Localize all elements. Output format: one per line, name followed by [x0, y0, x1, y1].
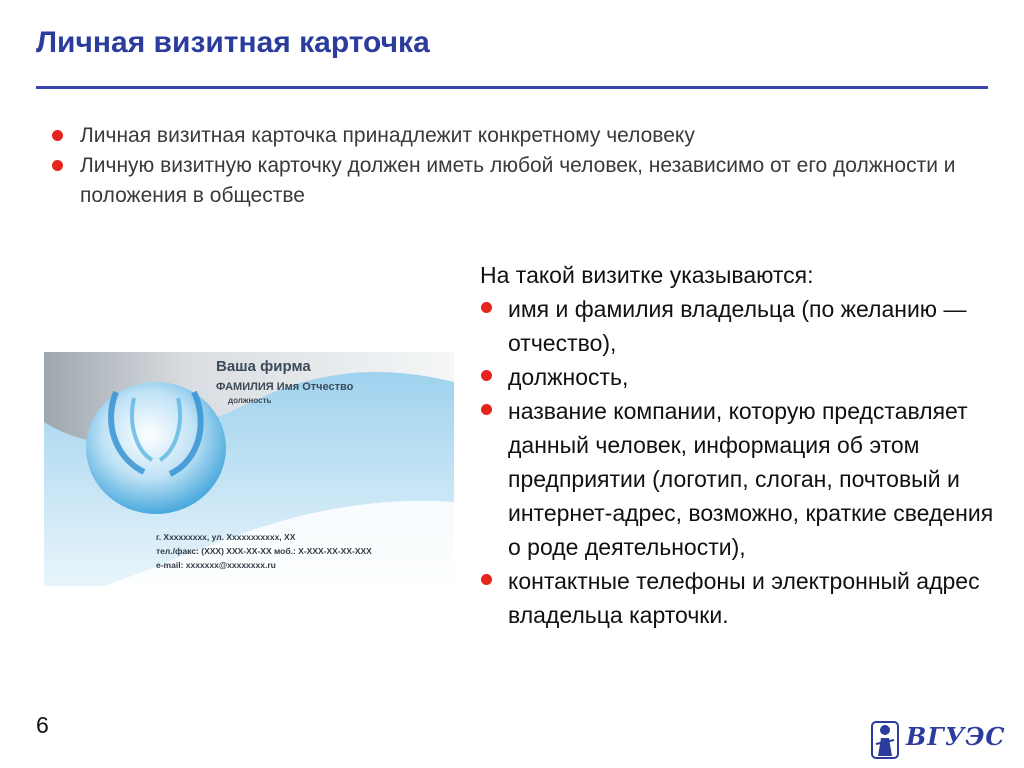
card-contents-intro: На такой визитке указываются: — [480, 262, 814, 288]
page-number: 6 — [36, 712, 49, 738]
business-card-image — [44, 352, 454, 586]
card-contents-list — [478, 292, 998, 632]
bullet-dot-icon — [52, 130, 63, 141]
card-address: г. Ххххххххх, ул. Ххххххххххх, ХХ — [156, 532, 296, 542]
top-bullet-item — [50, 121, 970, 151]
logo-text: ВГУЭС — [906, 722, 1006, 751]
card-phones: тел./факс: (ХХХ) ХХХ-ХХ-ХХ моб.: Х-ХХХ-ХХ-ХХ-ХХХ — [156, 546, 372, 556]
bullet-dot-icon — [481, 404, 492, 415]
card-contents-item — [478, 360, 998, 394]
top-bullet-list — [50, 121, 970, 211]
card-contents-text: название компании, которую представляет данный человек, информация об этом предприятии (логотип, слоган, почтовый и интернет-адрес, возможно, краткие сведения о роде деятельности), — [508, 398, 994, 560]
slide-title: Личная визитная карточка — [36, 26, 430, 59]
top-bullet-text: Личную визитную карточку должен иметь любой человек, независимо от его должности и положения в обществе — [80, 154, 956, 207]
card-contacts — [156, 530, 372, 572]
bullet-dot-icon — [481, 370, 492, 381]
card-contents-text: контактные телефоны и электронный адрес владельца карточки. — [508, 568, 980, 628]
top-bullet-item — [50, 151, 970, 211]
card-contents-item — [478, 292, 998, 360]
title-divider — [36, 86, 988, 89]
card-position: должность — [228, 396, 272, 405]
card-contents-section — [478, 258, 998, 632]
bullet-dot-icon — [52, 160, 63, 171]
bullet-dot-icon — [481, 302, 492, 313]
institution-emblem-icon — [868, 714, 902, 762]
card-person-name: ФАМИЛИЯ Имя Отчество — [216, 381, 354, 393]
card-firm-name: Ваша фирма — [216, 358, 311, 375]
card-contents-item — [478, 564, 998, 632]
bullet-dot-icon — [481, 574, 492, 585]
institution-logo — [868, 714, 1006, 762]
card-contents-item — [478, 394, 998, 564]
card-contents-text: должность, — [508, 364, 629, 390]
card-email: e-mail: xxxxxxx@xxxxxxxx.ru — [156, 560, 276, 570]
card-contents-text: имя и фамилия владельца (по желанию — отчество), — [508, 296, 967, 356]
top-bullet-text: Личная визитная карточка принадлежит конкретному человеку — [80, 124, 695, 147]
